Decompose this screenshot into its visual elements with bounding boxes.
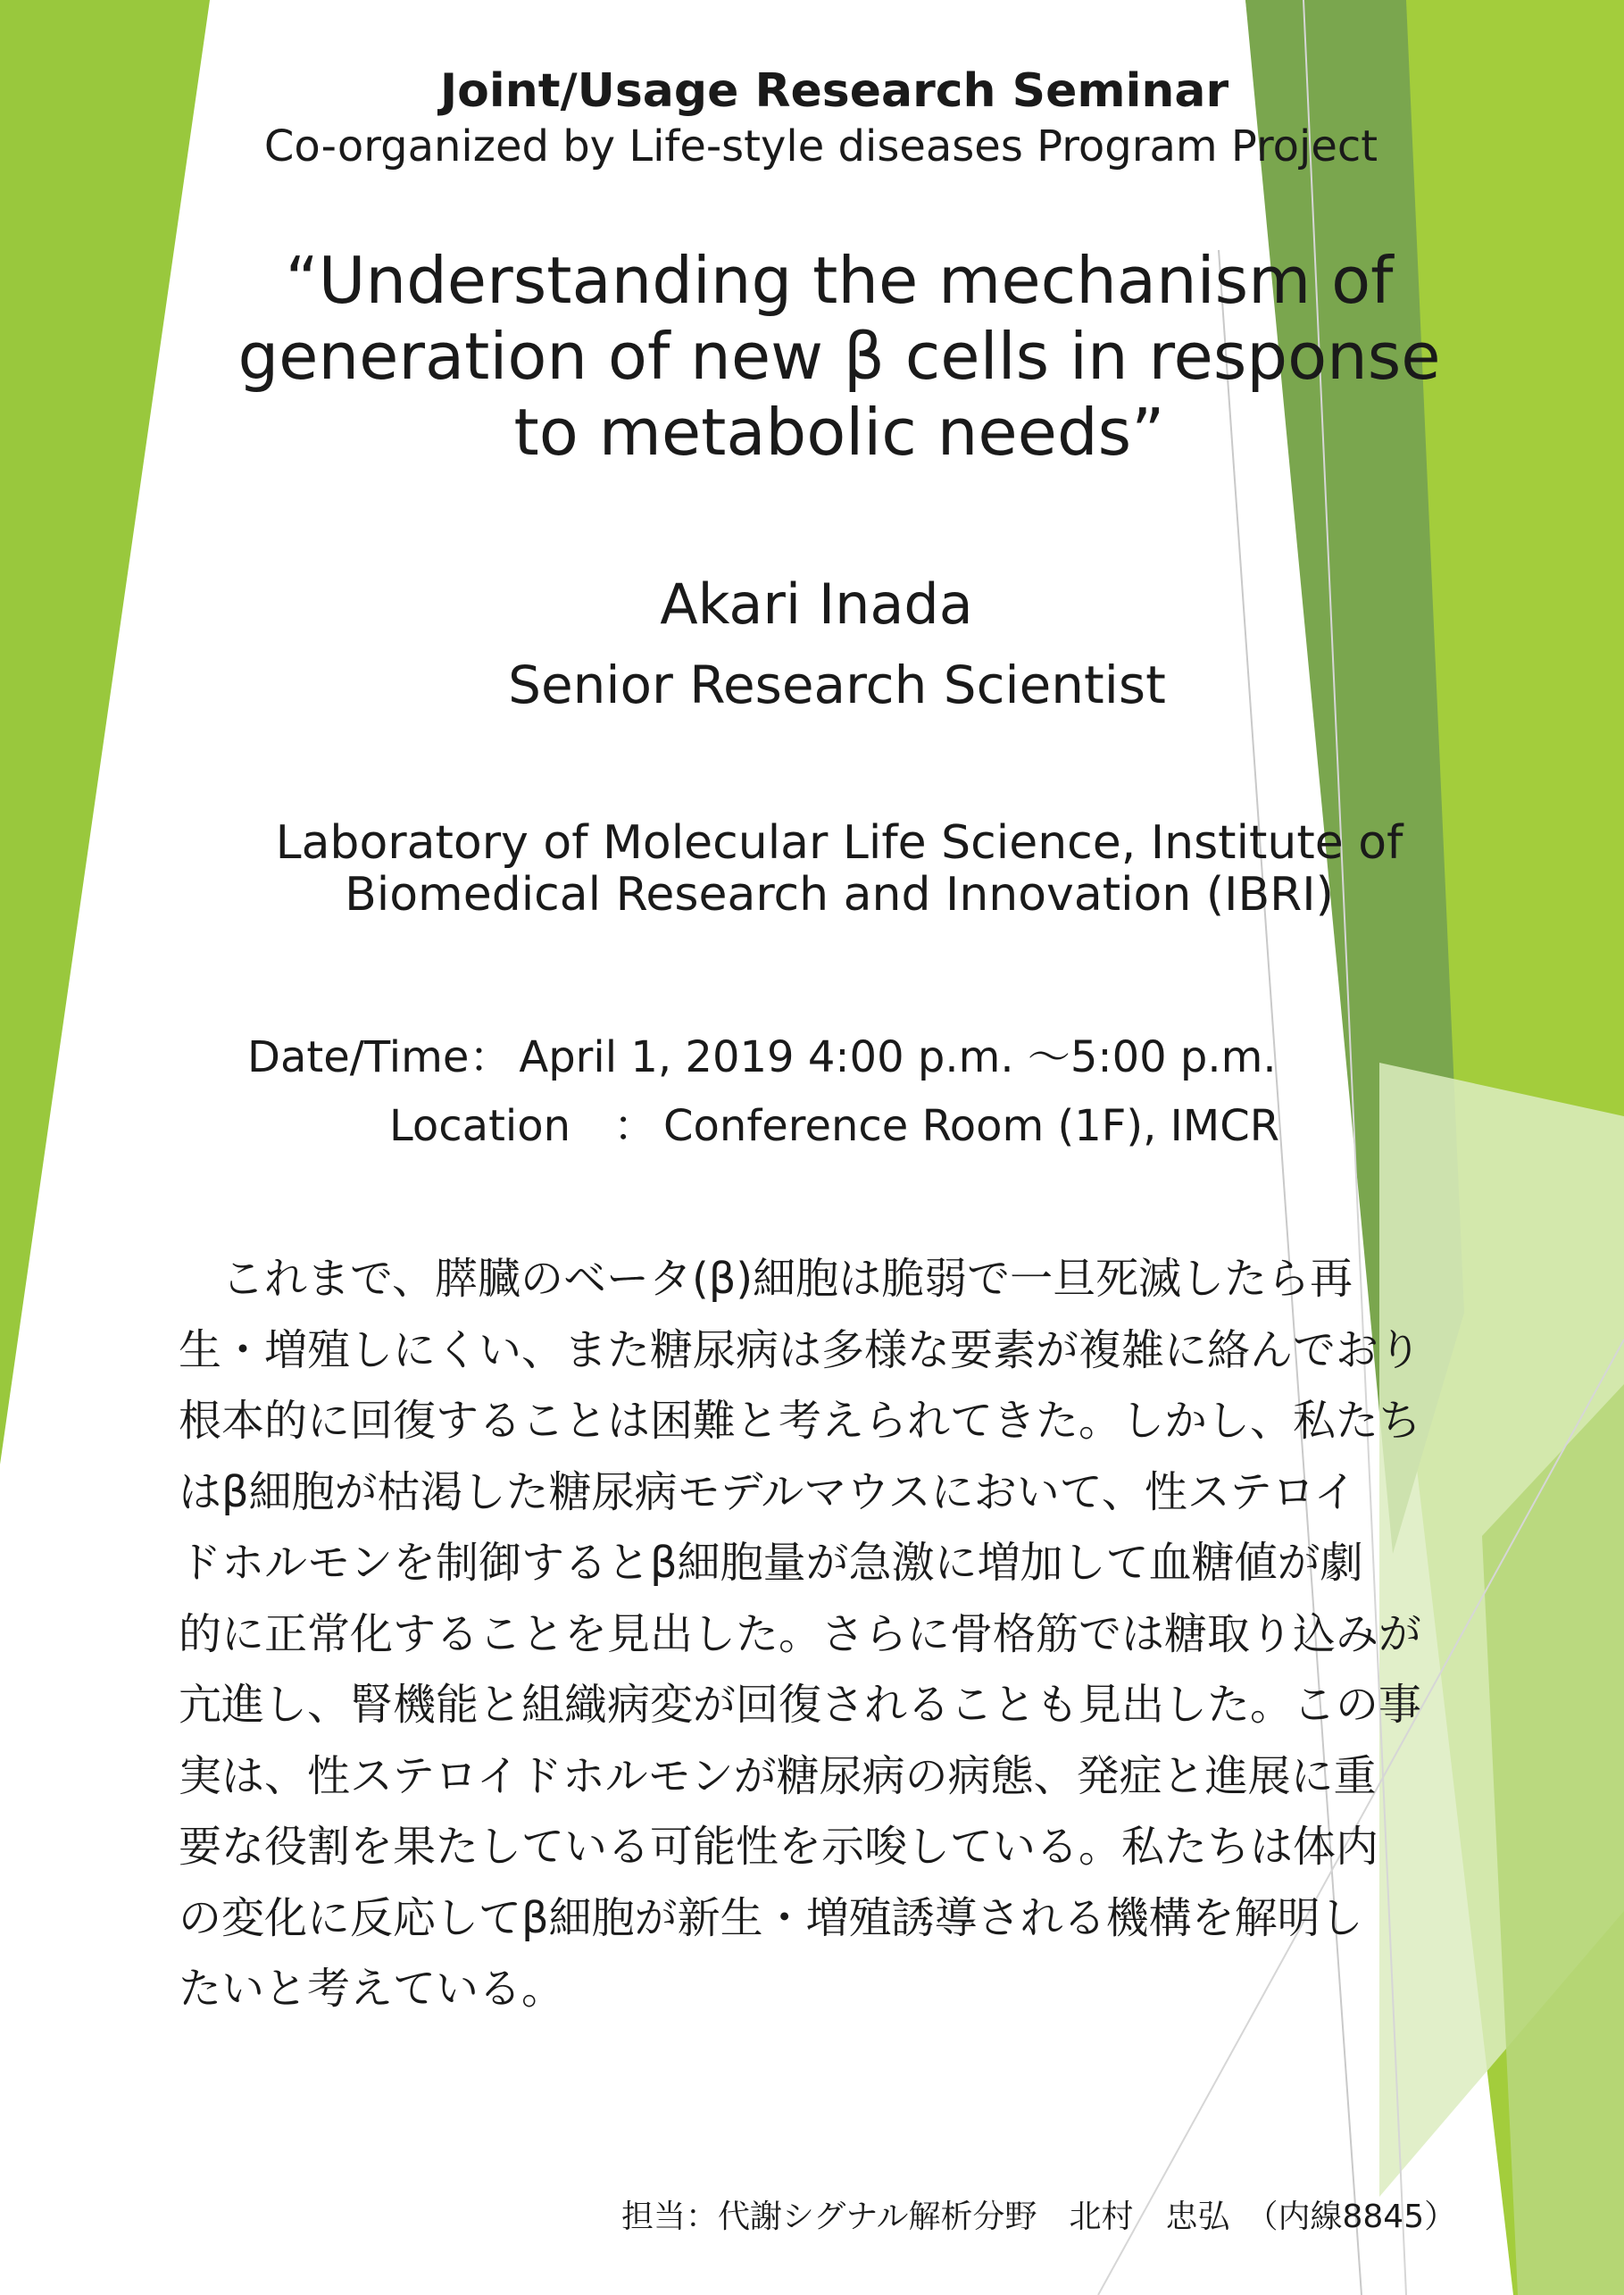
location-row [389, 1091, 1279, 1153]
location-label: Location ： [389, 1101, 657, 1151]
abstract-japanese [179, 1244, 1421, 2025]
affiliation-line: Laboratory of Molecular Life Science, Institute of [275, 816, 1403, 870]
abstract-line: これまで、膵臓のベータ(β)細胞は脆弱で一旦死滅したら再 [179, 1254, 1353, 1304]
speaker-name: Akari Inada [660, 572, 973, 637]
speaker-position: Senior Research Scientist [508, 655, 1166, 715]
abstract-line: 亢進し、腎機能と組織病変が回復されることも見出した。この事 [179, 1680, 1422, 1730]
location-value: Conference Room (1F), IMCR [663, 1101, 1280, 1151]
talk-title [134, 243, 1545, 471]
contact-person: 担当：代謝シグナル解析分野 北村 忠弘 （内線8845） [621, 2199, 1457, 2235]
talk-title-line: generation of new β cells in response [237, 319, 1441, 394]
talk-title-line: “Understanding the mechanism of [285, 243, 1394, 318]
seminar-series-heading: Joint/Usage Research Seminar [439, 64, 1229, 118]
abstract-line: たいと考えている。 [179, 1964, 565, 2014]
talk-title-line: to metabolic needs” [513, 395, 1165, 470]
abstract-line: はβ細胞が枯渇した糖尿病モデルマウスにおいて、性ステロイ [179, 1466, 1357, 1517]
abstract-line: 実は、性ステロイドホルモンが糖尿病の病態、発症と進展に重 [179, 1750, 1377, 1801]
date-time-row [247, 1022, 1277, 1084]
abstract-line: 要な役割を果たしている可能性を示唆している。私たちは体内 [179, 1822, 1379, 1872]
date-time-label: Date/Time： [247, 1032, 512, 1082]
abstract-line: 的に正常化することを見出した。さらに骨格筋では糖取り込みが [179, 1608, 1422, 1659]
affiliation-line: Biomedical Research and Innovation (IBRI) [345, 868, 1334, 922]
abstract-line: 生・増殖しにくい、また糖尿病は多様な要素が複雑に絡んでおり [179, 1324, 1422, 1375]
date-time-value: April 1, 2019 4:00 p.m. ～5:00 p.m. [519, 1032, 1277, 1082]
abstract-line: の変化に反応してβ細胞が新生・増殖誘導される機構を解明し [179, 1892, 1363, 1943]
speaker-affiliation [134, 817, 1545, 921]
abstract-line: ドホルモンを制御するとβ細胞量が急激に増加して血糖値が劇 [179, 1538, 1363, 1588]
coorganizer-line: Co-organized by Life-style diseases Program Project [263, 121, 1378, 171]
abstract-line: 根本的に回復することは困難と考えられてきた。しかし、私たち [179, 1396, 1422, 1446]
